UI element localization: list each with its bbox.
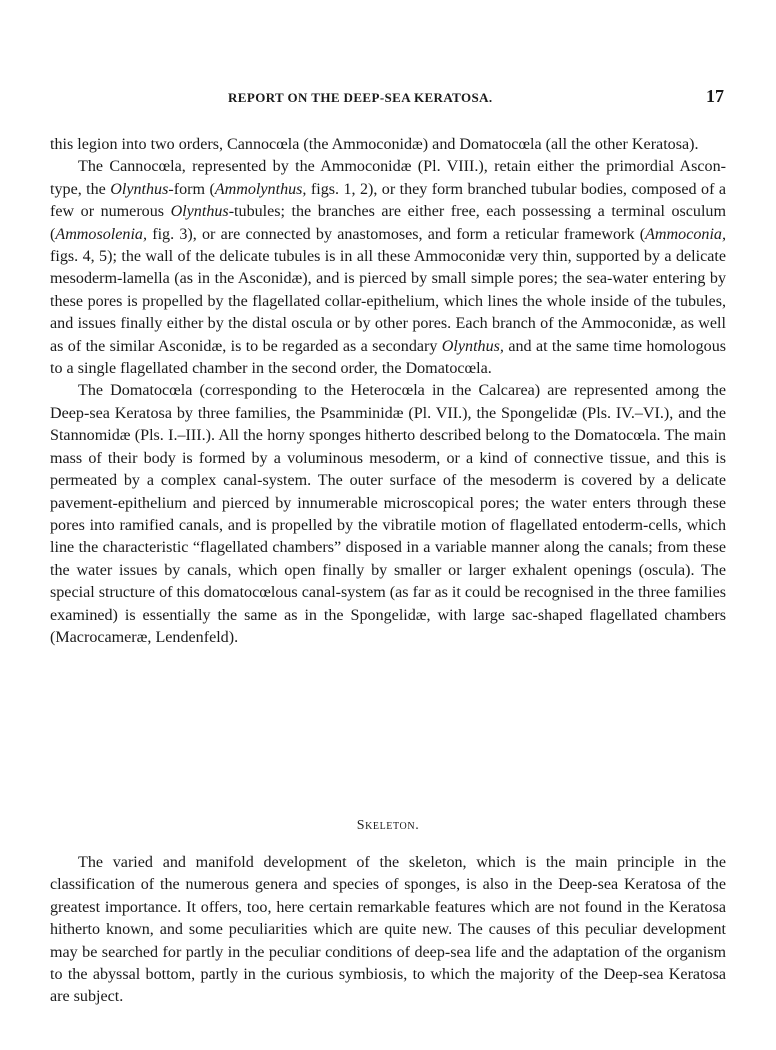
- text-run: fig. 3), or are connected by anastomoses, and form a reticular framework (: [147, 225, 646, 243]
- page-number: 17: [706, 86, 724, 106]
- text-run: this legion into two orders, Cannocœla (the Ammoconidæ) and Domatocœla (all the other Keratosa).: [50, 136, 699, 153]
- text-run: -tubules; the branches are either free, each possessing a terminal osculum (: [50, 203, 726, 243]
- text-run: and at the same time homologous to a single flagellated chamber in the second order, the Domatocœla.: [50, 337, 726, 378]
- italic-term: Ammolynthus,: [214, 180, 307, 198]
- paragraph-3: [50, 380, 726, 649]
- running-head: [50, 86, 726, 110]
- italic-term: Ammosolenia,: [55, 225, 147, 243]
- text-run: figs. 1, 2), or they form branched tubular bodies, composed of a few or numerous: [50, 180, 726, 221]
- running-title: REPORT ON THE DEEP-SEA KERATOSA.: [228, 90, 493, 105]
- italic-term: Olynthus: [170, 203, 229, 221]
- italic-term: Ammoconia,: [645, 225, 726, 243]
- section-body: [50, 852, 726, 1009]
- text-run: The Domatocœla (corresponding to the Heterocœla in the Calcarea) are represented among the Deep-sea Keratosa by three families, the Psamminidæ (Pl. VII.), the Spongelidæ (Pls. IV.–VI.), and the Stannomidæ (Pls. I.–III.). All the horny sponges hitherto described belong to the Domatocœla. The main mass of their body is formed by a voluminous mesoderm, or a kind of connective tissue, and this is permeated by a complex canal-system. The outer surface of the mesoderm is covered by a delicate pavement-epithelium and pierced by innumerable microscopical pores; the water enters through these pores into ramified canals, and is propelled by the vibratile motion of flagellated entoderm-cells, which line the characteristic “flagellated chambers” disposed in a variable manner along the canals; from these the water issues by canals, which open finally by smaller or larger exhalent openings (oscula). The special structure of this domatocœlous canal-system (as far as it could be recognised in the three families examined) is essentially the same as in the Spongelidæ, with large sac-shaped flagellated chambers (Macrocameræ, Lendenfeld).: [50, 382, 726, 646]
- italic-term: Olynthus,: [441, 337, 504, 355]
- italic-term: Olynthus: [110, 180, 169, 198]
- text-run: The Cannocœla, represented by the Ammoconidæ (Pl. VIII.), retain either the primordial Ascon-type, the: [50, 158, 726, 198]
- text-run: figs. 4, 5); the wall of the delicate tubules is in all these Ammoconidæ very thin, supported by a delicate mesoderm-lamella (as in the Asconidæ), and is pierced by small simple pores; the sea-water entering by these pores is propelled by the flagellated collar-epithelium, which lines the whole inside of the tubules, and issues finally either by the distal oscula or by other pores. Each branch of the Ammoconidæ, as well as of the similar Asconidæ, is to be regarded as a secondary: [50, 248, 726, 355]
- body-text: [50, 134, 726, 649]
- paragraph-2: [50, 156, 726, 380]
- paragraph-1: [50, 134, 726, 156]
- paragraph-skeleton: The varied and manifold development of the skeleton, which is the main principle in the classification of the numerous genera and species of sponges, is also in the Deep-sea Keratosa of the greatest importance. It offers, too, here certain remarkable features which are not found in the Keratosa hitherto known, and some peculiarities which are quite new. The causes of this peculiar development may be searched for partly in the peculiar conditions of deep-sea life and the adaptation of the organism to the abyssal bottom, partly in the curious symbiosis, to which the majority of the Deep-sea Keratosa are subject.: [50, 854, 726, 1006]
- text-run: -form (: [168, 180, 215, 198]
- section-heading-skeleton: Skeleton.: [356, 818, 420, 833]
